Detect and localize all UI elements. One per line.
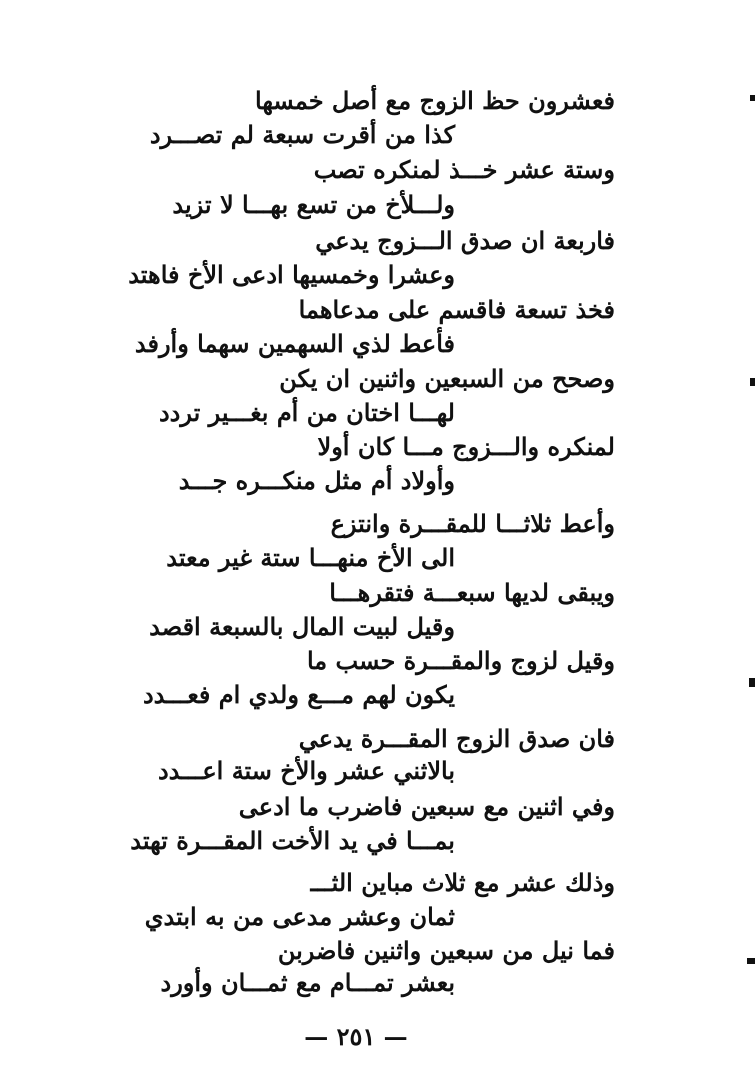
verse-line: فخذ تسعة فاقسم على مدعاهما [298, 295, 615, 324]
verse-line: وعشرا وخمسيها ادعى الأخ فاهتد [128, 260, 455, 289]
verse-line: وقيل لبيت المال بالسبعة اقصد [149, 612, 455, 641]
verse-line: فان صدق الزوج المقـــرة يدعي [298, 724, 615, 753]
verse-line: لمنكره والـــزوج مـــا كان أولا [317, 432, 615, 461]
verse-line: فاربعة ان صدق الـــزوج يدعي [315, 226, 615, 255]
verse-line: وأعط ثلاثـــا للمقـــرة وانتزع [330, 509, 615, 538]
verse-line: فما نيل من سبعين واثنين فاضربن [277, 936, 615, 965]
scan-edge-mark [750, 378, 755, 386]
scan-edge-mark [750, 95, 755, 101]
verse-line: وأولاد أم مثل منكـــره جـــد [178, 466, 455, 495]
verse-line: يكون لهم مـــع ولدي ام فعـــدد [142, 680, 455, 709]
verse-line: كذا من أقرت سبعة لم تصـــرد [149, 120, 455, 149]
verse-line: وذلك عشر مع ثلاث مباين الثـــ [310, 868, 615, 897]
verse-line: بعشر تمـــام مع ثمـــان وأورد [160, 968, 455, 997]
scan-edge-mark [749, 678, 755, 687]
verse-line: وستة عشر خـــذ لمنكره تصب [313, 155, 615, 184]
verse-line: ويبقى لديها سبعـــة فتقرهـــا [329, 578, 615, 607]
verse-line: لهـــا اختان من أم بغـــير تردد [158, 398, 455, 427]
verse-line: وصحح من السبعين واثنين ان يكن [279, 364, 615, 393]
scan-edge-mark [747, 958, 755, 964]
verse-line: وفي اثنين مع سبعين فاضرب ما ادعى [238, 792, 615, 821]
verse-line: بالاثني عشر والأخ ستة اعـــدد [157, 756, 455, 785]
verse-line: الى الأخ منهـــا ستة غير معتد [166, 543, 455, 572]
page-number: — ٢٥١ — [304, 1022, 408, 1051]
verse-line: فعشرون حظ الزوج مع أصل خمسها [255, 86, 615, 115]
verse-line: فأعط لذي السهمين سهما وأرفد [134, 329, 455, 358]
verse-line: ولـــلأخ من تسع بهـــا لا تزيد [172, 190, 455, 219]
verse-line: وقيل لزوج والمقـــرة حسب ما [306, 646, 615, 675]
verse-line: ثمان وعشر مدعى من به ابتدي [144, 902, 455, 931]
verse-line: بمـــا في يد الأخت المقـــرة تهتد [130, 826, 455, 855]
